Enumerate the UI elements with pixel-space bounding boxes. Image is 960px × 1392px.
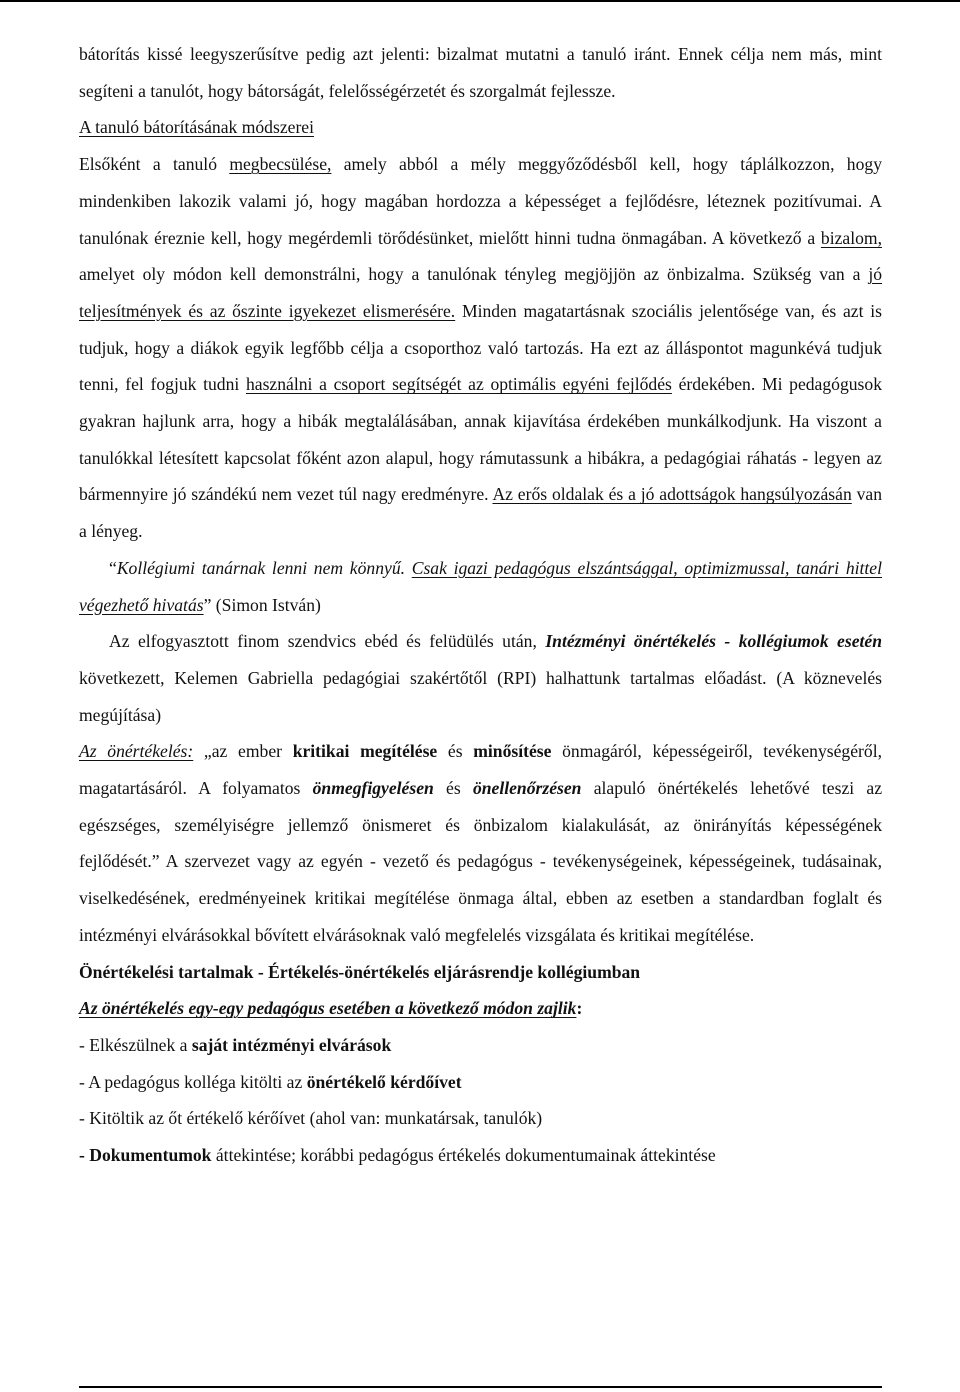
bold-term: kritikai megítélése	[292, 741, 438, 762]
list-item-bold: önértékelő kérdőívet	[306, 1071, 462, 1092]
procedure-heading-text: Az önértékelés egy-egy pedagógus esetében a következő módon zajlik	[79, 998, 577, 1019]
quote-mark: “	[109, 557, 117, 578]
underlined-term-trust: bizalom,	[820, 227, 882, 248]
section-heading-encouragement-methods: A tanuló bátorításának módszerei	[79, 117, 314, 138]
text-run: és	[433, 778, 473, 799]
list-item-text: - A pedagógus kolléga kitölti az	[79, 1071, 307, 1092]
underlined-term-appreciation: megbecsülése,	[229, 154, 332, 175]
document-page	[79, 36, 882, 1174]
text-run: önmagáról, képességeiről, tevékenységéről, magatartásáról. A folyamatos	[79, 741, 882, 799]
bold-term: minősítése	[473, 741, 552, 762]
bold-italic-title: Intézményi önértékelés - kollégiumok esetén	[545, 631, 883, 652]
bold-italic-term: önellenőrzésen	[472, 778, 582, 799]
text-run: Elsőként a tanuló	[79, 154, 230, 175]
list-item-bold: saját intézményi elvárások	[191, 1034, 392, 1055]
text-run: és	[437, 741, 474, 762]
text-run: következett, Kelemen Gabriella pedagógiai szakértőtől (RPI) halhattunk tartalmas előadást. (A köznevelés megújítása)	[79, 667, 882, 725]
list-item-text: - Kitöltik az őt értékelő kérőívet (ahol van: munkatársak, tanulók)	[79, 1108, 543, 1129]
quote-italic-underlined-text: Csak igazi pedagógus elszántsággal, optimizmussal, tanári hittel végezhető hivatás	[79, 557, 882, 615]
text-run: amelyet oly módon kell demonstrálni, hogy a tanulónak tényleg megjöjjön az önbizalma. Szükség van a	[79, 264, 869, 285]
quote-italic-text: Kollégiumi tanárnak lenni nem könnyű.	[116, 557, 406, 578]
heading-colon: :	[576, 998, 583, 1019]
quote-attribution: ” (Simon István)	[203, 594, 321, 615]
paragraph-encouragement-intro	[79, 36, 882, 109]
list-item-text: áttekintése; korábbi pedagógus értékelés dokumentumainak áttekintése	[211, 1145, 716, 1166]
paragraph-self-assessment-definition	[79, 733, 882, 953]
top-border-line	[0, 0, 960, 2]
list-item-bold: - Dokumentumok	[79, 1145, 212, 1166]
quote-paragraph	[79, 550, 882, 623]
text-run: amely abból a mély meggyőződésből kell, hogy táplálkozzon, hogy mindenkiben lakozik valami jó, hogy magában hordozza a képességet a fejlődésre, léteznek pozitívumai. A tanulónak éreznie kell, hogy megérdemli törődésünket, mielőtt hinni tudna önmagában. A következő a	[79, 154, 882, 248]
text-run: érdekében. Mi pedagógusok gyakran hajlunk arra, hogy a hibák megtalálásában, annak kijavítása érdekében munkálkodjunk. Ha viszont a tanulókkal létesített kapcsolat főként azon alapul, hogy rámutassunk a hibákra, a pedagógiai ráhatás - legyen az bármennyire jó szándékú nem vezet túl nagy eredményre.	[79, 374, 882, 505]
underlined-term-group-help: használni a csoport segítségét az optimális egyéni fejlődés	[245, 374, 672, 395]
section-heading-procedure	[79, 990, 882, 1027]
paragraph-lecture	[79, 623, 882, 733]
text-run: „az ember	[193, 741, 293, 762]
paragraph-text: bátorítás kissé leegyszerűsítve pedig azt jelenti: bizalmat mutatni a tanuló iránt. Ennek célja nem más, mint segíteni a tanulót, hogy bátorságát, felelősségérzetét és szorgalmát fejlessze.	[79, 44, 882, 101]
list-item-text: - Elkészülnek a	[79, 1034, 192, 1055]
underlined-term-recognition: jó teljesítmények és az őszinte igyekezet elismerésére.	[79, 264, 882, 321]
underlined-term-strengths: Az erős oldalak és a jó adottságok hangsúlyozásán	[492, 484, 852, 505]
text-run: alapuló önértékelés lehetővé teszi az egészséges, személyiségre jellemző önismeret és önbizalom kialakulását, az önirányítás képességének fejlődését.” A szervezet vagy az egyén - vezető és pedagógus - tevékenységeinek, képességeinek, tudásainak, viselkedésének, eredményeinek kritikai megítélése önmaga által, ebben az esetben a standardban foglalt és intézményi elvárásokkal bővített elvárásoknak való megfelelés vizsgálata és kritikai megítélése.	[79, 778, 883, 945]
text-run: Minden magatartásnak szociális jelentősége van, és azt is tudjuk, hogy a diákok egyik legfőbb célja a csoporthoz való tartozás. Ha ezt az álláspontot magunkévá tudjuk tenni, fel fogjuk tudni	[79, 300, 882, 395]
footer-rule	[79, 1386, 882, 1388]
list-item	[79, 1137, 882, 1174]
list-item	[79, 1100, 882, 1137]
paragraph-encouragement-methods	[79, 146, 882, 550]
text-run: van a lényeg.	[79, 484, 882, 542]
space	[405, 558, 412, 578]
list-item	[79, 1064, 882, 1101]
text-run: Az elfogyasztott finom szendvics ebéd és felüdülés után,	[109, 631, 546, 652]
list-item	[79, 1027, 882, 1064]
term-self-assessment: Az önértékelés:	[79, 741, 194, 762]
bold-italic-term: önmegfigyelésen	[312, 778, 434, 799]
section-heading-contents: Önértékelési tartalmak - Értékelés-önértékelés eljárásrendje kollégiumban	[79, 961, 641, 982]
